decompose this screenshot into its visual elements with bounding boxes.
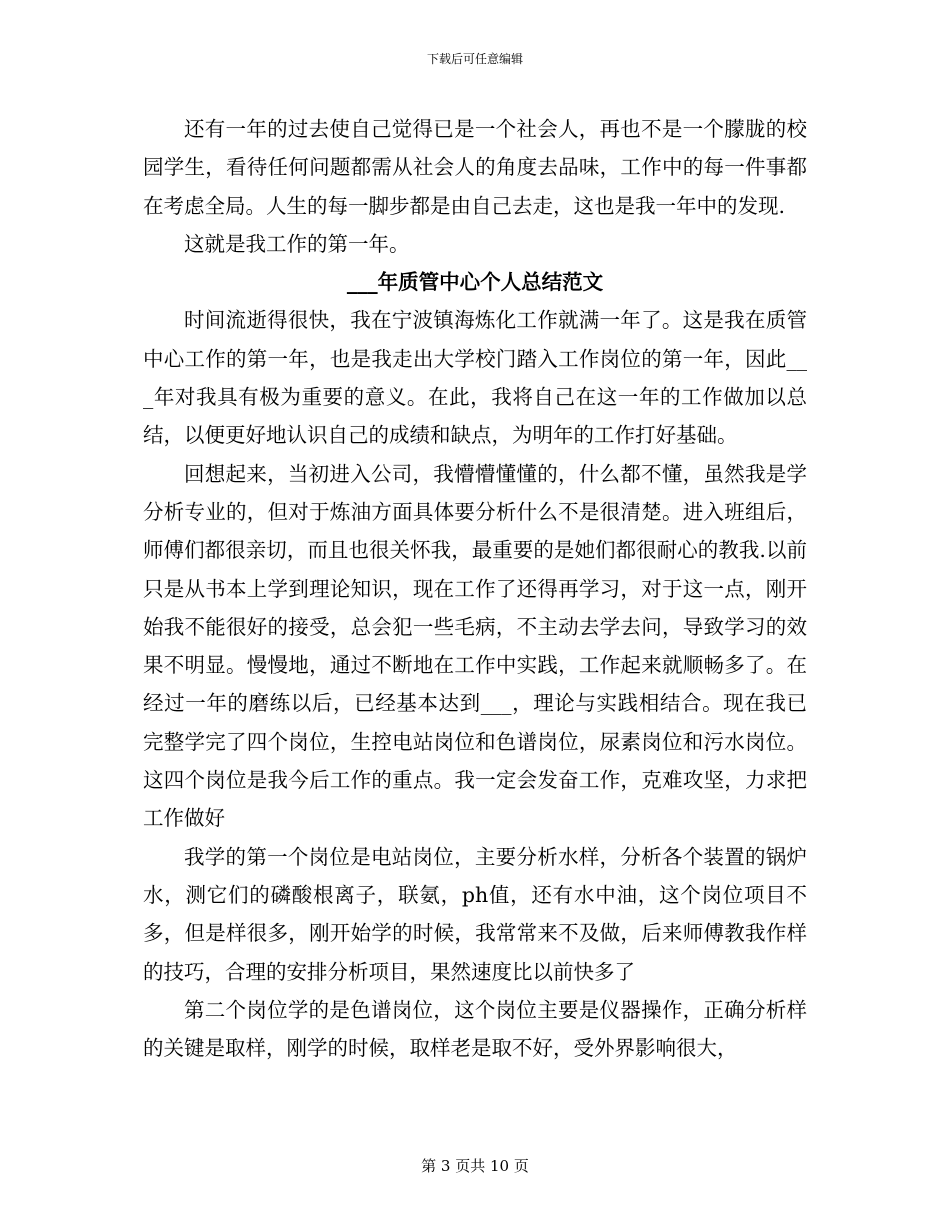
section-title: ___年质管中心个人总结范文: [346, 270, 604, 295]
document-body: [143, 110, 807, 1067]
page-footer: [0, 1156, 950, 1176]
paragraph-5: 我学的第一个岗位是电站岗位，主要分析水样，分析各个装置的锅炉水，测它们的磷酸根离子，联氨，ph值，还有水中油，这个岗位项目不多，但是样很多，刚开始学的时候，我常常来不及做，后来师傅教我作样的技巧，合理的安排分析项目，果然速度比以前快多了: [143, 844, 807, 984]
page-number: 第 3 页共 10 页: [421, 1157, 529, 1175]
paragraph-1: 还有一年的过去使自己觉得已是一个社会人，再也不是一个朦胧的校园学生，看待任何问题都需从社会人的角度去品味，工作中的每一件事都在考虑全局。人生的每一脚步都是由自己去走，这也是我一年中的发现.: [143, 117, 807, 218]
header-text: 下载后可任意编辑: [426, 52, 523, 66]
paragraph-4: 回想起来，当初进入公司，我懵懵懂懂的，什么都不懂，虽然我是学分析专业的，但对于炼油方面具体要分析什么不是很清楚。进入班组后，师傅们都很亲切，而且也很关怀我，最重要的是她们都很耐心的教我.以前只是从书本上学到理论知识，现在工作了还得再学习，对于这一点，刚开始我不能很好的接受，总会犯一些毛病，不主动去学去问，导致学习的效果不明显。慢慢地，通过不断地在工作中实践，工作起来就顺畅多了。在经过一年的磨练以后，已经基本达到___，理论与实践相结合。现在我已完整学完了四个岗位，生控电站岗位和色谱岗位，尿素岗位和污水岗位。这四个岗位是我今后工作的重点。我一定会发奋工作，克难攻坚，力求把工作做好: [143, 461, 807, 831]
paragraph-3: 时间流逝得很快，我在宁波镇海炼化工作就满一年了。这是我在质管中心工作的第一年，也是我走出大学校门踏入工作岗位的第一年，因此___年对我具有极为重要的意义。在此，我将自己在这一年的工作做加以总结，以便更好地认识自己的成绩和缺点，为明年的工作打好基础。: [143, 308, 807, 448]
paragraph-6: 第二个岗位学的是色谱岗位，这个岗位主要是仪器操作，正确分析样的关键是取样，刚学的时候，取样老是取不好，受外界影响很大，: [143, 997, 807, 1061]
paragraph-2: 这就是我工作的第一年。: [184, 231, 410, 256]
page-header: [0, 50, 950, 68]
